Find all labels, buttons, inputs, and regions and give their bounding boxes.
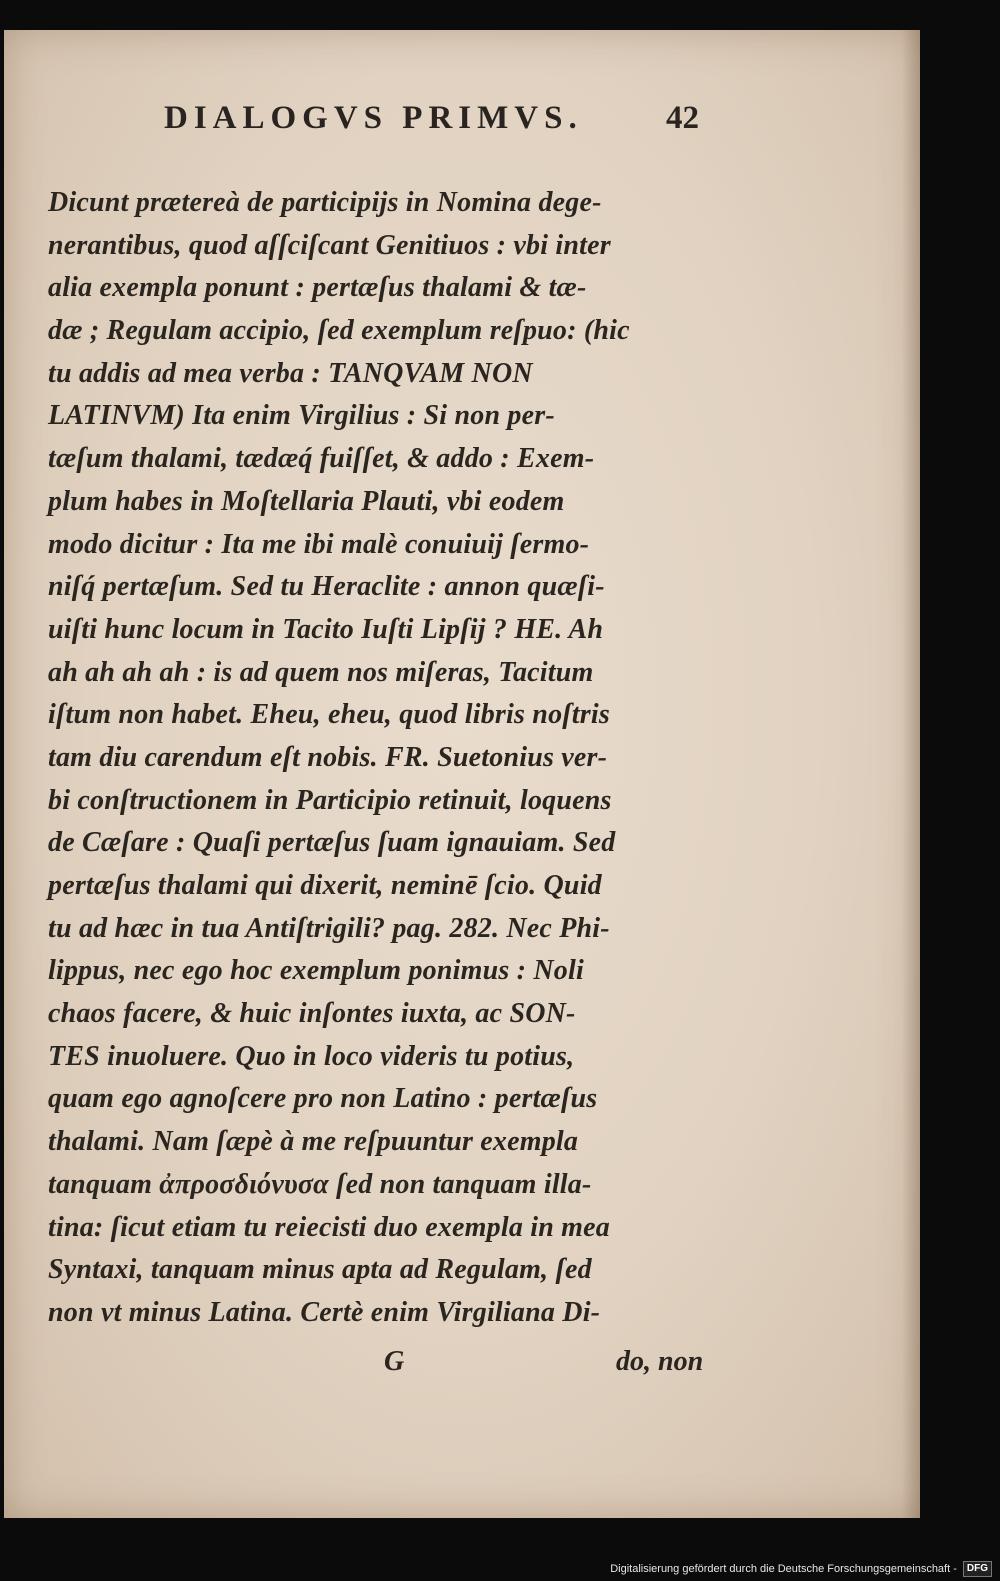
text-line: lippus, nec ego hoc exemplum ponimus : Noli xyxy=(48,955,584,987)
funding-credit: Digitalisierung gefördert durch die Deutsche Forschungsgemeinschaft - xyxy=(610,1563,957,1575)
text-line: nerantibus, quod aſſciſcant Genitiuos : vbi inter xyxy=(48,229,611,261)
text-line: alia exempla ponunt : pertæſus thalami & tæ- xyxy=(48,272,587,304)
book-page xyxy=(4,30,920,1518)
text-line: iſtum non habet. Eheu, eheu, quod libris noſtris xyxy=(48,699,610,731)
digitization-footer xyxy=(610,1560,992,1578)
body-text xyxy=(48,182,720,1335)
text-line: niſq́ pertæſum. Sed tu Heraclite : annon quæſi- xyxy=(48,571,605,603)
text-line: de Cæſare : Quaſi pertæſus ſuam ignauiam. Sed xyxy=(48,827,616,859)
catchword-line xyxy=(4,1346,920,1390)
text-line: tu addis ad mea verba : TANQVAM NON xyxy=(48,357,533,389)
text-line: plum habes in Moſtellaria Plauti, vbi eodem xyxy=(48,485,565,517)
text-line: tina: ſicut etiam tu reiecisti duo exempla in mea xyxy=(48,1211,610,1243)
text-line: pertæſus thalami qui dixerit, neminē ſcio. Quid xyxy=(48,870,602,901)
text-line: ah ah ah ah : is ad quem nos miſeras, Tacitum xyxy=(48,656,594,688)
text-line: chaos facere, & huic inſontes iuxta, ac SON- xyxy=(48,998,576,1030)
dfg-logo-icon: DFG xyxy=(963,1561,992,1577)
text-line: tam diu carendum eſt nobis. FR. Suetonius ver- xyxy=(48,741,608,773)
page-number: 42 xyxy=(666,100,699,136)
text-line: Syntaxi, tanquam minus apta ad Regulam, ſed xyxy=(48,1254,592,1286)
text-line: Dicunt prætereà de participijs in Nomina dege- xyxy=(48,187,602,218)
text-line: TES inuoluere. Quo in loco videris tu potius, xyxy=(48,1040,575,1072)
running-head xyxy=(4,100,920,150)
text-line: quam ego agnoſcere pro non Latino : pertæſus xyxy=(48,1083,598,1115)
text-line: non vt minus Latina. Certè enim Virgiliana Di- xyxy=(48,1296,601,1328)
text-line: modo dicitur : Ita me ibi malè conuiuij ſermo- xyxy=(48,528,590,560)
text-line: bi conſtructionem in Participio retinuit, loquens xyxy=(48,784,612,816)
text-line: LATINVM) Ita enim Virgilius : Si non per- xyxy=(48,400,555,432)
catchword: do, non xyxy=(616,1346,704,1377)
text-line: dæ ; Regulam accipio, ſed exemplum reſpuo: (hic xyxy=(48,315,630,347)
text-line: tanquam ἀπροσδιόνυσα ſed non tanquam illa- xyxy=(48,1168,592,1200)
running-head-title: DIALOGVS PRIMVS. xyxy=(164,100,583,136)
text-line: uiſti hunc locum in Tacito Iuſti Lipſij ? HE. Ah xyxy=(48,613,604,645)
text-line: tæſum thalami, tædæq́ fuiſſet, & addo : Exem- xyxy=(48,443,595,475)
text-line: tu ad hæc in tua Antiſtrigili? pag. 282. Nec Phi- xyxy=(48,912,610,944)
signature-mark: G xyxy=(384,1346,405,1377)
text-line: thalami. Nam ſæpè à me reſpuuntur exempla xyxy=(48,1126,579,1158)
